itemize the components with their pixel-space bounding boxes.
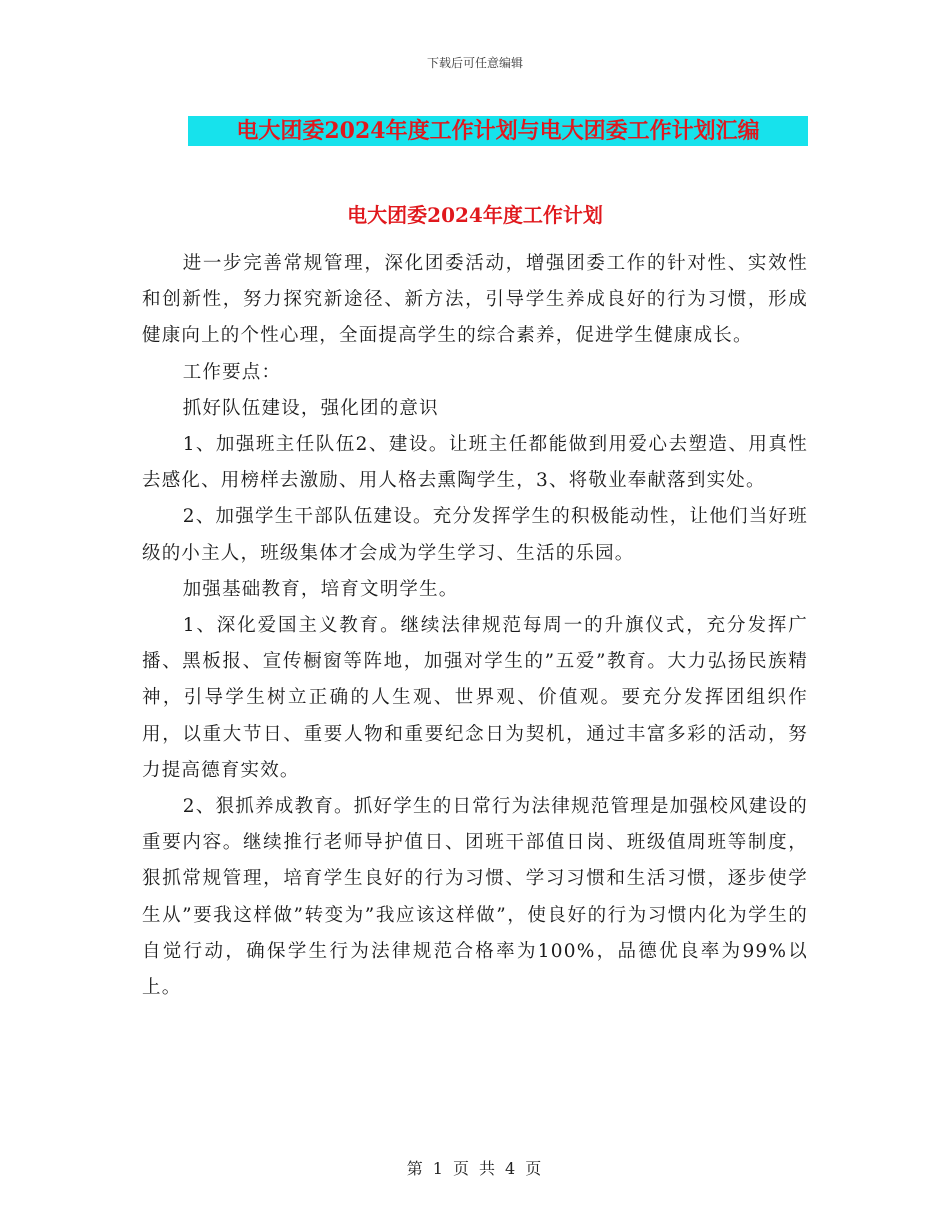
footer-total-prefix: 共 bbox=[479, 1159, 498, 1178]
footer-page-number: 1 bbox=[432, 1159, 445, 1178]
paragraph-intro: 进一步完善常规管理，深化团委活动，增强团委工作的针对性、实效性和创新性，努力探究新途径、新方法，引导学生养成良好的行为习惯，形成健康向上的个性心理，全面提高学生的综合素养，促进学生健康成长。 bbox=[142, 253, 808, 347]
footer-mid: 页 bbox=[452, 1159, 471, 1178]
paragraph-habits: 2、狠抓养成教育。抓好学生的日常行为法律规范管理是加强校风建设的重要内容。继续推行老师导护值日、团班干部值日岗、班级值周班等制度，狠抓常规管理，培育学生良好的行为习惯、学习习惯和生活习惯，逐步使学生从”要我这样做”转变为”我应该这样做”，使良好的行为习惯内化为学生的自觉行动，确保学生行为法律规范合格率为100%，品德优良率为99%以上。 bbox=[142, 796, 808, 999]
header-note: 下载后可任意编辑 bbox=[426, 56, 523, 70]
section-title: 电大团委2024年度工作计划 bbox=[347, 203, 603, 227]
footer-total-pages: 4 bbox=[505, 1159, 518, 1178]
paragraph-basic-education: 加强基础教育，培育文明学生。 bbox=[182, 578, 459, 600]
footer-suffix: 页 bbox=[525, 1159, 544, 1178]
footer-prefix: 第 bbox=[406, 1159, 425, 1178]
document-body bbox=[142, 246, 808, 1006]
paragraph-team-building: 抓好队伍建设，强化团的意识 bbox=[182, 397, 439, 419]
main-title: 电大团委2024年度工作计划与电大团委工作计划汇编 bbox=[236, 118, 760, 144]
paragraph-teacher-team: 1、加强班主任队伍2、建设。让班主任都能做到用爱心去塑造、用真性去感化、用榜样去激励、用人格去熏陶学生，3、将敬业奉献落到实处。 bbox=[142, 434, 808, 492]
paragraph-student-cadres: 2、加强学生干部队伍建设。充分发挥学生的积极能动性，让他们当好班级的小主人，班级集体才会成为学生学习、生活的乐园。 bbox=[142, 506, 808, 564]
paragraph-key-points: 工作要点： bbox=[182, 361, 282, 383]
paragraph-patriotism: 1、深化爱国主义教育。继续法律规范每周一的升旗仪式，充分发挥广播、黑板报、宣传橱窗等阵地，加强对学生的”五爱”教育。大力弘扬民族精神，引导学生树立正确的人生观、世界观、价值观。要充分发挥团组织作用，以重大节日、重要人物和重要纪念日为契机，通过丰富多彩的活动，努力提高德育实效。 bbox=[142, 615, 808, 781]
page-footer bbox=[0, 1156, 950, 1179]
